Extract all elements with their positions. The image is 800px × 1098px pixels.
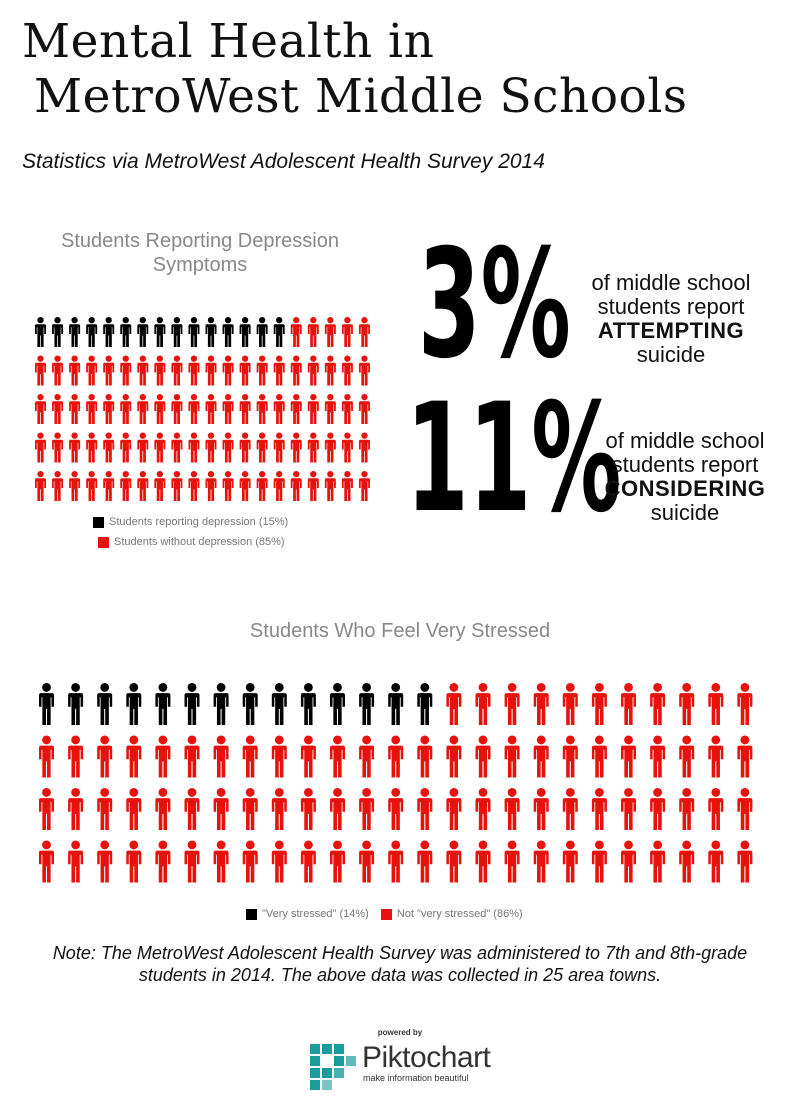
person-icon <box>679 841 694 883</box>
person-icon <box>155 841 170 883</box>
person-icon <box>388 788 403 830</box>
person-icon <box>621 736 636 778</box>
legend-label: Students reporting depression (15%) <box>109 516 289 528</box>
person-icon <box>359 317 370 347</box>
person-icon <box>240 394 251 424</box>
person-icon <box>126 736 141 778</box>
stat-emphasis: CONSIDERING <box>604 476 766 501</box>
person-icon <box>137 471 148 501</box>
person-icon <box>417 736 432 778</box>
person-icon-highlighted <box>257 317 268 347</box>
person-icon <box>35 471 46 501</box>
person-icon <box>592 683 607 725</box>
legend-swatch-black <box>246 909 257 920</box>
person-icon <box>291 433 302 463</box>
person-icon-highlighted <box>68 683 83 725</box>
person-icon <box>737 841 752 883</box>
person-icon-highlighted <box>155 683 170 725</box>
legend-item-not-stressed <box>381 908 523 920</box>
person-icon <box>223 356 234 386</box>
person-icon <box>120 471 131 501</box>
person-icon <box>103 394 114 424</box>
person-icon <box>708 683 723 725</box>
person-icon-highlighted <box>272 683 287 725</box>
person-icon <box>274 433 285 463</box>
person-icon <box>359 788 374 830</box>
person-icon <box>257 433 268 463</box>
person-icon <box>621 683 636 725</box>
person-icon <box>52 394 63 424</box>
piktochart-logo-icon <box>310 1044 356 1090</box>
person-icon <box>330 841 345 883</box>
person-icon <box>342 394 353 424</box>
person-icon <box>563 683 578 725</box>
person-icon <box>325 394 336 424</box>
title-line-2: MetroWest Middle Schools <box>34 69 688 124</box>
person-icon <box>206 471 217 501</box>
person-icon <box>342 471 353 501</box>
person-icon <box>342 433 353 463</box>
person-icon <box>214 841 229 883</box>
person-icon <box>446 683 461 725</box>
person-icon <box>505 788 520 830</box>
stress-legend <box>246 908 523 920</box>
person-icon <box>359 356 370 386</box>
person-icon-highlighted <box>185 683 200 725</box>
legend-item-no-depression <box>98 536 288 548</box>
person-icon-highlighted <box>274 317 285 347</box>
person-icon <box>52 433 63 463</box>
person-icon <box>223 394 234 424</box>
person-icon <box>388 841 403 883</box>
person-icon <box>39 788 54 830</box>
person-icon <box>103 471 114 501</box>
person-icon <box>621 841 636 883</box>
person-icon <box>737 788 752 830</box>
person-icon <box>301 788 316 830</box>
person-icon <box>592 788 607 830</box>
person-icon <box>171 356 182 386</box>
person-icon-highlighted <box>137 317 148 347</box>
person-icon <box>476 841 491 883</box>
person-icon <box>137 394 148 424</box>
stat-line: suicide <box>636 342 706 367</box>
person-icon-highlighted <box>69 317 80 347</box>
survey-note: Note: The MetroWest Adolescent Health Survey was administered to 7th and 8th-grade students in 2014. The above data was collected in 25 area towns. <box>52 943 748 985</box>
title-line-1: Mental Health in <box>22 14 435 69</box>
person-icon <box>206 356 217 386</box>
person-icon <box>69 471 80 501</box>
person-icon <box>240 471 251 501</box>
person-icon <box>274 471 285 501</box>
person-icon <box>188 356 199 386</box>
person-icon <box>243 788 258 830</box>
person-icon <box>592 841 607 883</box>
person-icon <box>737 683 752 725</box>
person-icon-highlighted <box>171 317 182 347</box>
person-icon <box>68 788 83 830</box>
person-icon <box>185 736 200 778</box>
stat-line: of middle school <box>591 270 751 295</box>
stat-emphasis: ATTEMPTING <box>597 318 745 343</box>
person-icon-highlighted <box>214 683 229 725</box>
person-icon <box>154 394 165 424</box>
person-icon <box>563 788 578 830</box>
person-icon-highlighted <box>301 683 316 725</box>
person-icon <box>534 841 549 883</box>
person-icon <box>505 736 520 778</box>
person-icon <box>69 394 80 424</box>
person-icon <box>272 788 287 830</box>
person-icon <box>342 356 353 386</box>
powered-by-label: powered by <box>377 1028 423 1037</box>
considering-description <box>590 429 780 525</box>
person-icon <box>155 736 170 778</box>
depression-legend <box>93 516 288 548</box>
person-icon-highlighted <box>120 317 131 347</box>
person-icon <box>126 841 141 883</box>
person-icon <box>68 841 83 883</box>
person-icon <box>359 471 370 501</box>
piktochart-tagline: make information beautiful <box>363 1073 469 1083</box>
person-icon <box>534 788 549 830</box>
person-icon <box>86 356 97 386</box>
person-icon <box>308 394 319 424</box>
person-icon <box>214 788 229 830</box>
person-icon <box>257 356 268 386</box>
person-icon <box>97 736 112 778</box>
person-icon <box>291 471 302 501</box>
page-title <box>22 14 782 124</box>
stat-line: students report <box>611 452 759 477</box>
person-icon <box>257 471 268 501</box>
person-icon <box>120 394 131 424</box>
person-icon-highlighted <box>223 317 234 347</box>
person-icon <box>308 317 319 347</box>
person-icon <box>185 788 200 830</box>
person-icon <box>708 788 723 830</box>
person-icon <box>359 394 370 424</box>
person-icon <box>86 394 97 424</box>
person-icon <box>563 841 578 883</box>
person-icon <box>446 841 461 883</box>
person-icon <box>650 683 665 725</box>
person-icon <box>274 394 285 424</box>
person-icon <box>223 471 234 501</box>
attempting-percent: 3% <box>418 218 571 392</box>
person-icon <box>185 841 200 883</box>
person-icon-highlighted <box>240 317 251 347</box>
person-icon <box>505 841 520 883</box>
person-icon <box>240 433 251 463</box>
person-icon <box>476 736 491 778</box>
person-icon <box>476 683 491 725</box>
person-icon <box>359 841 374 883</box>
person-icon-highlighted <box>188 317 199 347</box>
person-icon <box>103 433 114 463</box>
stat-line: students report <box>597 294 745 319</box>
person-icon <box>206 433 217 463</box>
person-icon <box>417 788 432 830</box>
depression-chart-title: Students Reporting Depression Symptoms <box>61 230 339 276</box>
person-icon <box>291 317 302 347</box>
person-icon <box>206 394 217 424</box>
person-icon <box>621 788 636 830</box>
person-icon <box>39 841 54 883</box>
person-icon <box>291 356 302 386</box>
person-icon <box>359 433 370 463</box>
stress-chart-title: Students Who Feel Very Stressed <box>249 620 551 642</box>
person-icon <box>417 841 432 883</box>
page-subtitle: Statistics via MetroWest Adolescent Health Survey 2014 <box>22 150 545 173</box>
person-icon-highlighted <box>35 317 46 347</box>
person-icon <box>35 394 46 424</box>
person-icon <box>97 788 112 830</box>
attempting-description <box>576 271 766 367</box>
person-icon <box>86 433 97 463</box>
legend-swatch-red <box>98 537 109 548</box>
person-icon <box>308 433 319 463</box>
person-icon-highlighted <box>97 683 112 725</box>
person-icon <box>291 394 302 424</box>
person-icon <box>120 356 131 386</box>
legend-label: "Very stressed" (14%) <box>262 908 369 920</box>
person-icon <box>505 683 520 725</box>
person-icon <box>272 841 287 883</box>
person-icon <box>240 356 251 386</box>
legend-swatch-red <box>381 909 392 920</box>
person-icon <box>103 356 114 386</box>
person-icon <box>35 356 46 386</box>
person-icon <box>342 317 353 347</box>
person-icon <box>679 736 694 778</box>
legend-item-depression <box>93 516 288 528</box>
person-icon <box>243 736 258 778</box>
person-icon <box>68 736 83 778</box>
person-icon <box>325 317 336 347</box>
person-icon <box>35 433 46 463</box>
person-icon <box>388 736 403 778</box>
person-icon <box>308 471 319 501</box>
person-icon <box>171 471 182 501</box>
person-icon <box>446 788 461 830</box>
person-icon <box>126 788 141 830</box>
legend-label: Students without depression (85%) <box>114 536 285 548</box>
person-icon <box>171 394 182 424</box>
person-icon <box>301 736 316 778</box>
person-icon-highlighted <box>330 683 345 725</box>
person-icon <box>120 433 131 463</box>
person-icon <box>359 736 374 778</box>
person-icon <box>650 841 665 883</box>
person-icon <box>154 433 165 463</box>
person-icon <box>154 471 165 501</box>
person-icon <box>155 788 170 830</box>
person-icon <box>308 356 319 386</box>
person-icon <box>534 683 549 725</box>
person-icon <box>325 471 336 501</box>
considering-percent: 11% <box>406 372 622 546</box>
person-icon <box>243 841 258 883</box>
person-icon <box>534 736 549 778</box>
person-icon <box>97 841 112 883</box>
person-icon <box>171 433 182 463</box>
person-icon <box>737 736 752 778</box>
stat-line: suicide <box>650 500 720 525</box>
person-icon <box>137 356 148 386</box>
stat-line: of middle school <box>605 428 765 453</box>
person-icon-highlighted <box>388 683 403 725</box>
person-icon <box>679 683 694 725</box>
person-icon <box>188 471 199 501</box>
person-icon-highlighted <box>359 683 374 725</box>
person-icon <box>257 394 268 424</box>
piktochart-brand: Piktochart <box>362 1041 491 1074</box>
person-icon <box>69 356 80 386</box>
legend-swatch-black <box>93 517 104 528</box>
person-icon-highlighted <box>154 317 165 347</box>
person-icon <box>274 356 285 386</box>
legend-label: Not "very stressed" (86%) <box>396 908 523 920</box>
person-icon-highlighted <box>52 317 63 347</box>
person-icon <box>650 788 665 830</box>
person-icon <box>188 433 199 463</box>
person-icon-highlighted <box>103 317 114 347</box>
person-icon <box>325 433 336 463</box>
person-icon <box>708 736 723 778</box>
person-icon-highlighted <box>243 683 258 725</box>
person-icon <box>563 736 578 778</box>
person-icon <box>592 736 607 778</box>
person-icon-highlighted <box>206 317 217 347</box>
person-icon <box>86 471 97 501</box>
person-icon <box>446 736 461 778</box>
person-icon-highlighted <box>86 317 97 347</box>
person-icon <box>52 471 63 501</box>
person-icon <box>223 433 234 463</box>
person-icon <box>325 356 336 386</box>
person-icon <box>330 788 345 830</box>
person-icon <box>39 736 54 778</box>
person-icon <box>679 788 694 830</box>
person-icon <box>69 433 80 463</box>
person-icon <box>330 736 345 778</box>
person-icon <box>52 356 63 386</box>
person-icon <box>188 394 199 424</box>
person-icon <box>708 841 723 883</box>
person-icon-highlighted <box>126 683 141 725</box>
person-icon <box>137 433 148 463</box>
person-icon-highlighted <box>39 683 54 725</box>
legend-item-very-stressed <box>246 908 369 920</box>
person-icon-highlighted <box>417 683 432 725</box>
person-icon <box>650 736 665 778</box>
person-icon <box>301 841 316 883</box>
person-icon <box>476 788 491 830</box>
person-icon <box>272 736 287 778</box>
person-icon <box>154 356 165 386</box>
person-icon <box>214 736 229 778</box>
